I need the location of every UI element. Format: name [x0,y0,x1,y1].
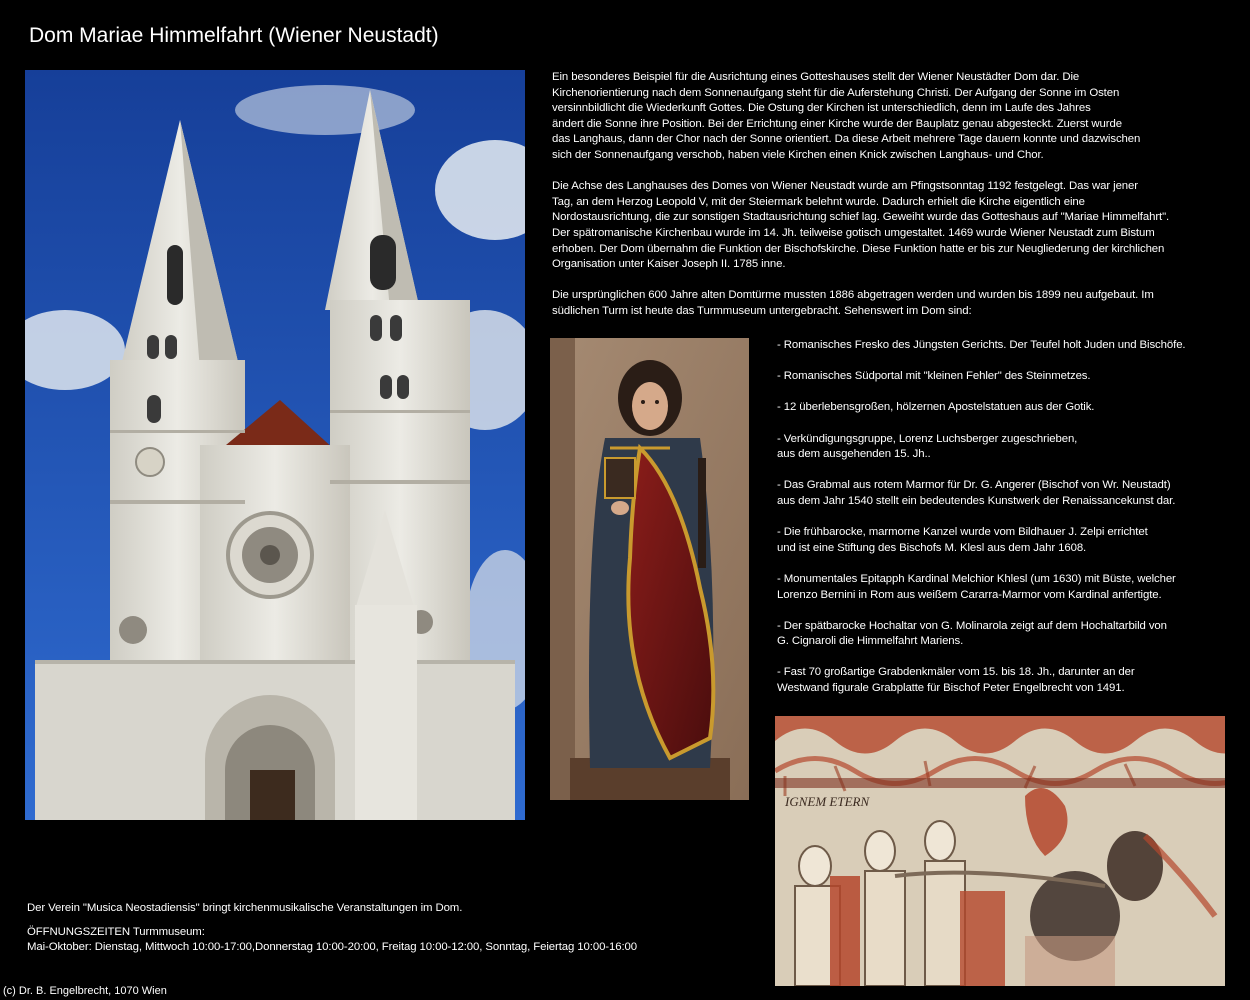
intro-text [552,70,1232,335]
list-item: - Monumentales Epitapph Kardinal Melchior Khlesl (um 1630) mit Büste, welcher Lorenzo Bernini in Rom aus weißem Cararra-Marmor vom Kardinal anfertigte. [777,572,1176,601]
list-item: - Fast 70 großartige Grabdenkmäler vom 15. bis 18. Jh., darunter an der Westwand figurale Grabplatte für Bischof Peter Engelbrecht von 1491. [777,666,1135,695]
opening-hours: Mai-Oktober: Dienstag, Mittwoch 10:00-17:00,Donnerstag 10:00-20:00, Freitag 10:00-12:00, Sonntag, Feiertag 10:00-16:00 [27,941,638,954]
page-title: Dom Mariae Himmelfahrt (Wiener Neustadt) [29,24,439,47]
fresco-photo [775,716,1225,986]
list-item: - Die frühbarocke, marmorne Kanzel wurde vom Bildhauer J. Zelpi errichtet und ist eine Stiftung des Bischofs M. Klesl aus dem Jahr 1608. [777,526,1148,554]
copyright-notice: (c) Dr. B. Engelbrecht, 1070 Wien [3,985,167,997]
list-item: - Der spätbarocke Hochaltar von G. Molinarola zeigt auf dem Hochaltarbild von G. Cignaroli die Himmelfahrt Mariens. [777,619,1167,648]
list-item: - Romanisches Fresko des Jüngsten Gerichts. Der Teufel holt Juden und Bischöfe. [777,339,1186,351]
footer-text [27,901,747,964]
intro-paragraph: Die ursprünglichen 600 Jahre alten Domtürme mussten 1886 abgetragen werden und wurden bis 1899 neu aufgebaut. Im südlichen Turm ist heute das Turmmuseum untergebracht. Sehenswert im Dom sind: [552,289,1154,317]
cathedral-photo [25,70,525,820]
sights-list [777,338,1237,712]
apostle-statue-photo [550,338,749,800]
opening-hours-heading: ÖFFNUNGSZEITEN Turmmuseum: [27,925,205,938]
list-item: - Das Grabmal aus rotem Marmor für Dr. G. Angerer (Bischof von Wr. Neustadt) aus dem Jahr 1540 stellt ein bedeutendes Kunstwerk der Renaissancekunst dar. [777,479,1176,507]
fresco-inscription: IGNEM ETERN [785,794,870,809]
verein-note: Der Verein "Musica Neostadiensis" bringt kirchenmusikalische Veranstaltungen im Dom. [27,902,463,914]
intro-paragraph: Die Achse des Langhauses des Domes von Wiener Neustadt wurde am Pfingstsonntag 1192 festgelegt. Das war jener Tag, an dem Herzog Leopold V, mit der Steiermark belehnt wurde. Dadurch erhielt die Kirche eigentlich eine Nordostausrichtung, die zur sonstigen Stadtausrichtung schief lag. Geweiht wurde das Gotteshaus auf "Mariae Himmelfahrt". Der spätromanische Kirchenbau wurde im 14. Jh. teilweise gotisch umgestaltet. 1469 wurde Wiener Neustadt zum Bistum erhoben. Der Dom übernahm die Funktion der Bischofskirche. Diese Funktion hatte er bis zur Neugliederung der kirchlichen Organisation unter Kaiser Joseph II. 1785 inne. [552,180,1170,271]
list-item: - Verkündigungsgruppe, Lorenz Luchsberger zugeschrieben, aus dem ausgehenden 15. Jh.. [777,432,1078,461]
list-item: - Romanisches Südportal mit "kleinen Fehler" des Steinmetzes. [777,370,1091,383]
list-item: - 12 überlebensgroßen, hölzernen Apostelstatuen aus der Gotik. [777,401,1095,414]
intro-paragraph: Ein besonderes Beispiel für die Ausrichtung eines Gotteshauses stellt der Wiener Neustädter Dom dar. Die Kirchenorientierung nach dem Sonnenaufgang steht für die Auferstehung Christi. Der Aufgang der Sonne im Osten versinnbildlicht die Wiederkunft Gottes. Die Ostung der Kirchen ist unterschiedlich, denn im Laufe des Jahres ändert die Sonne ihre Position. Bei der Errichtung einer Kirche wurde der Bauplatz genau abgesteckt. Zuerst wurde das Langhaus, dann der Chor nach der Sonne orientiert. Da diese Arbeit mehrere Tage dauern konnte und dazwischen sich der Sonnenaufgang verschob, haben viele Kirchen einen Knick zwischen Langhaus- und Chor. [552,71,1141,161]
